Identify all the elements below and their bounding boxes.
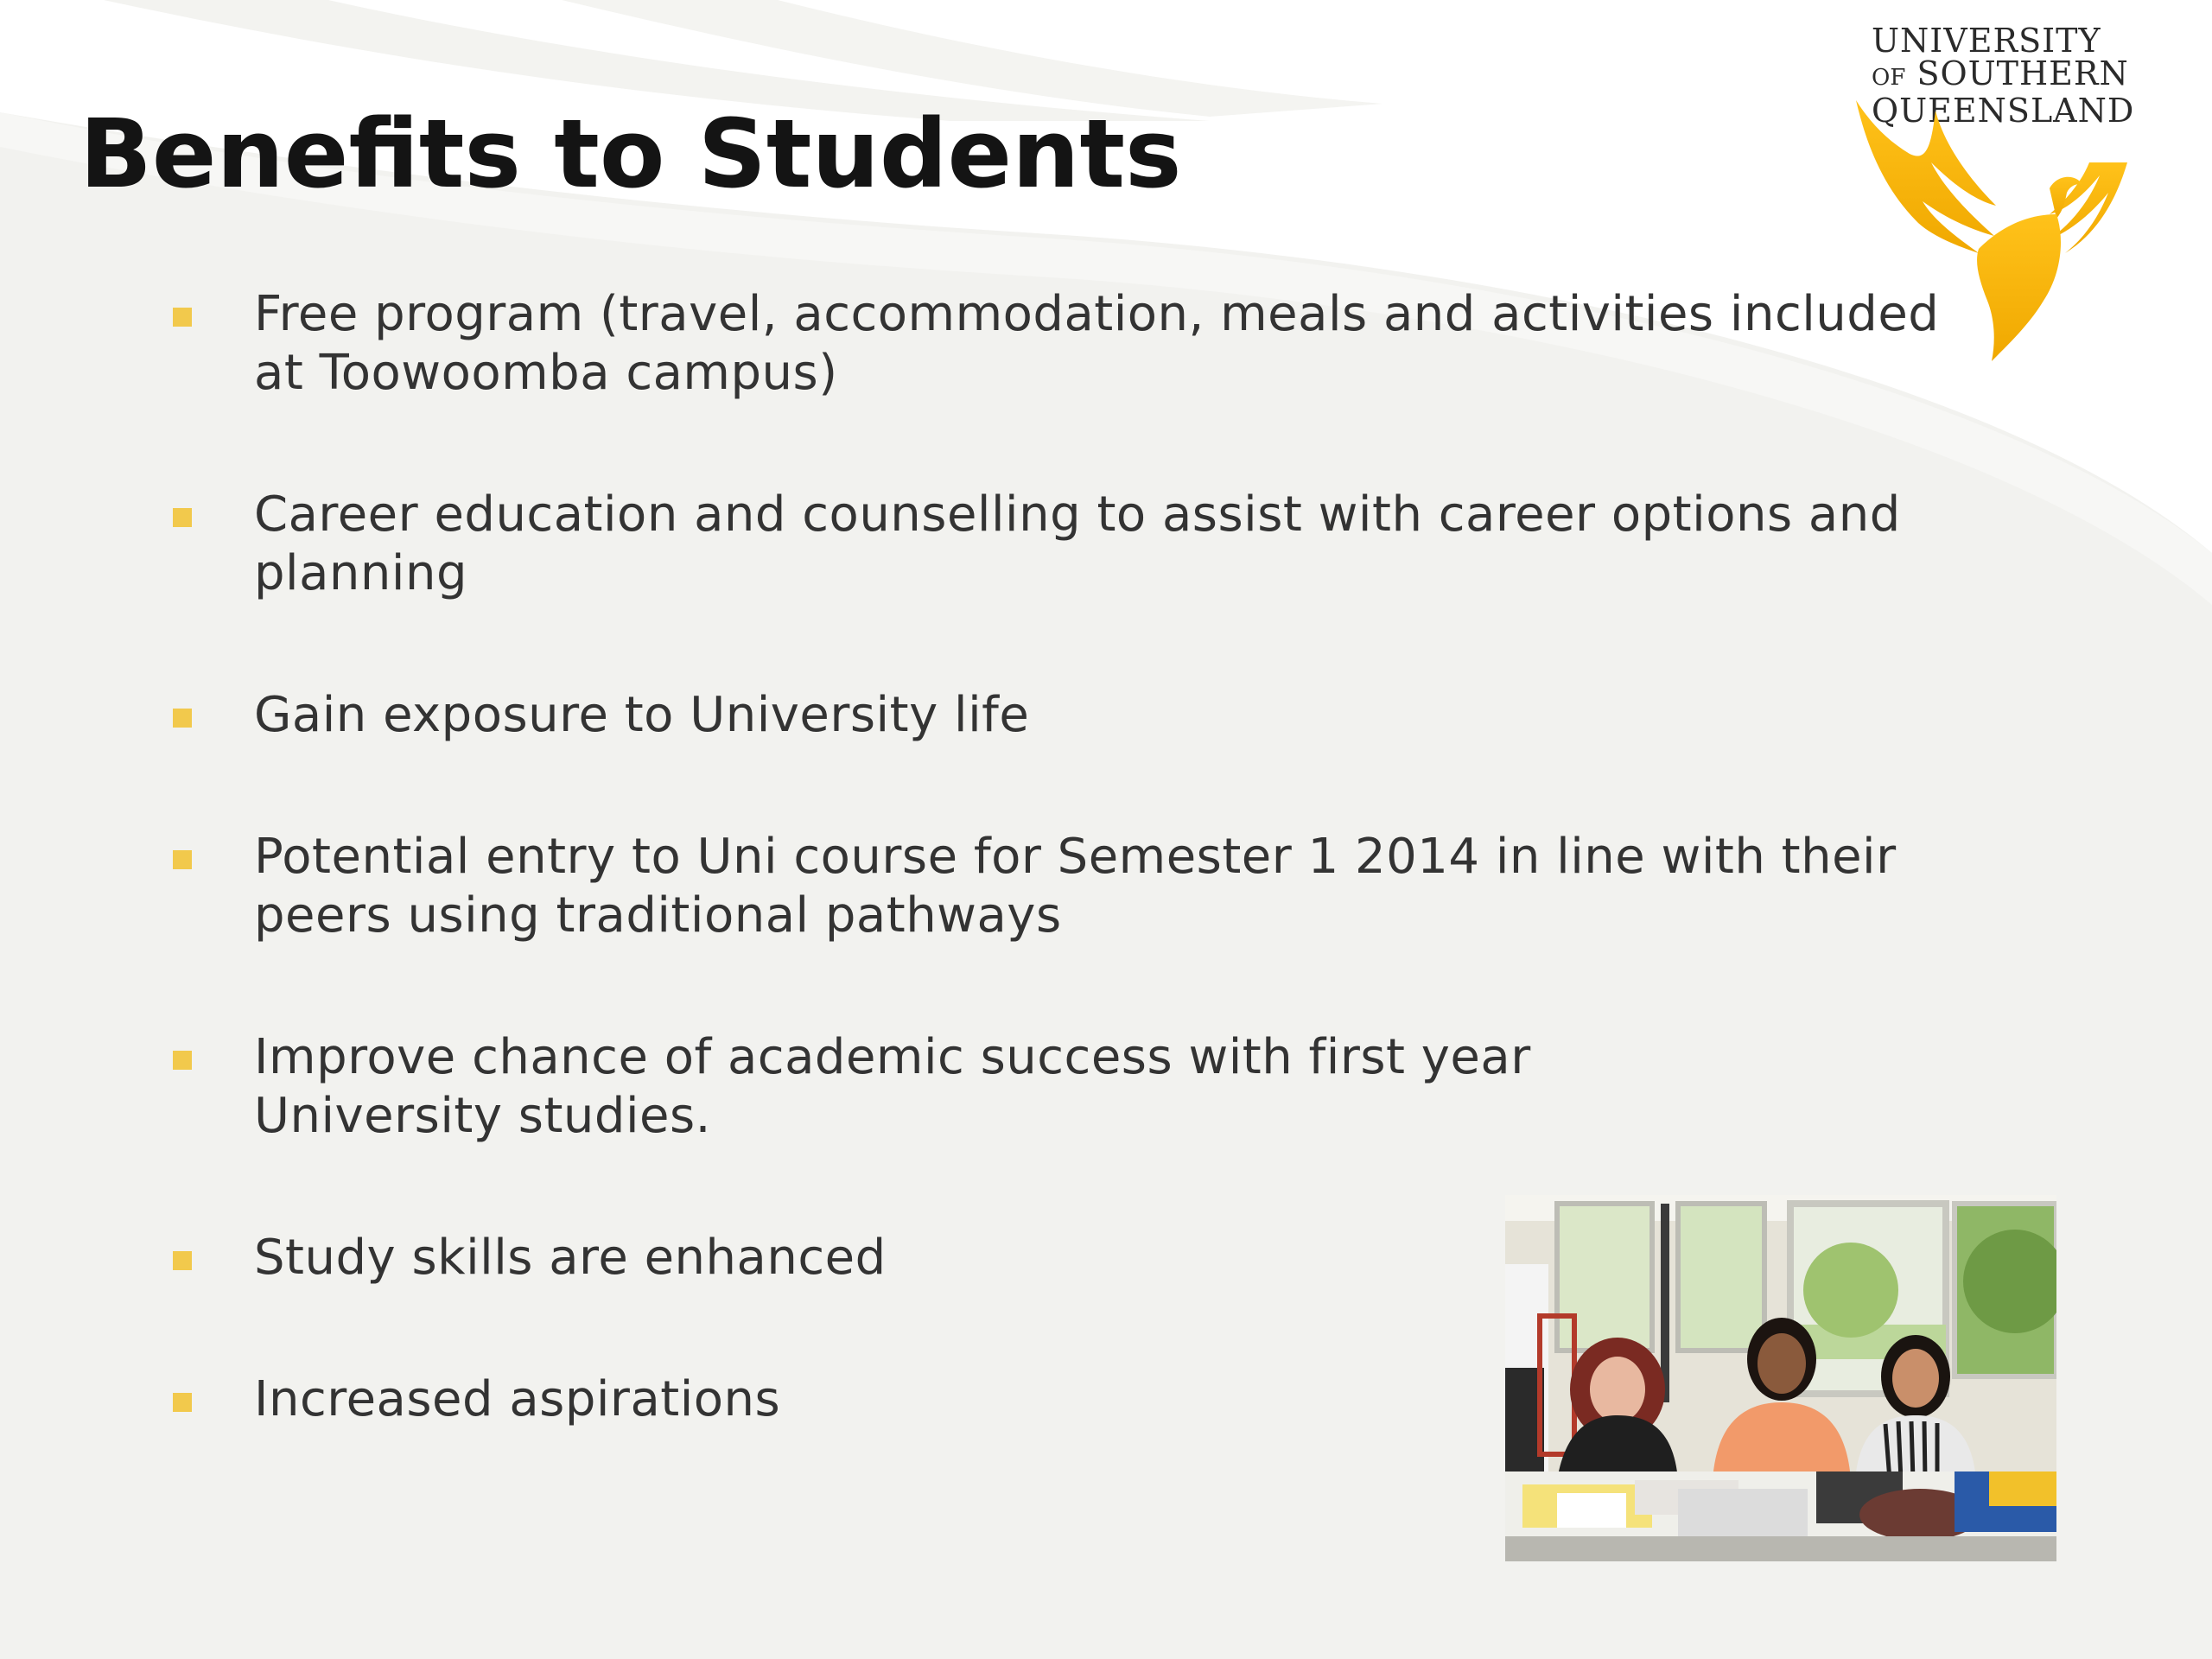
logo-line-2 bbox=[1872, 54, 2131, 94]
logo-line-2-main: SOUTHERN bbox=[1916, 54, 2129, 92]
bullet-marker-icon bbox=[173, 308, 192, 327]
bullet-marker-icon bbox=[173, 1393, 192, 1412]
bullet-text: Career education and counselling to assist with career options and planning bbox=[254, 486, 1901, 601]
bullet-text: Gain exposure to University life bbox=[254, 687, 1030, 743]
bullet-marker-icon bbox=[173, 508, 192, 527]
bullet-text: Improve chance of academic success with first year University studies. bbox=[254, 1029, 1531, 1144]
bullet-text: Study skills are enhanced bbox=[254, 1230, 887, 1286]
logo-line-3: QUEENSLAND bbox=[1872, 92, 2135, 130]
bullet-marker-icon bbox=[173, 709, 192, 728]
slide-title: Benefits to Students bbox=[79, 99, 1182, 209]
bullet-marker-icon bbox=[173, 850, 192, 869]
bullet-text: Potential entry to Uni course for Semester 1 2014 in line with their peers using traditional pathways bbox=[254, 829, 1897, 944]
students-photo bbox=[1505, 1195, 2056, 1561]
logo-line-2-prefix: OF bbox=[1872, 65, 1906, 91]
logo-line-1: UNIVERSITY bbox=[1872, 22, 2101, 60]
bullet-text: Increased aspirations bbox=[254, 1371, 781, 1427]
students-photo-image bbox=[1505, 1195, 2056, 1561]
bullet-marker-icon bbox=[173, 1251, 192, 1270]
bullet-marker-icon bbox=[173, 1051, 192, 1070]
bullet-text: Free program (travel, accommodation, meals and activities included at Toowoomba campus) bbox=[254, 286, 1940, 401]
